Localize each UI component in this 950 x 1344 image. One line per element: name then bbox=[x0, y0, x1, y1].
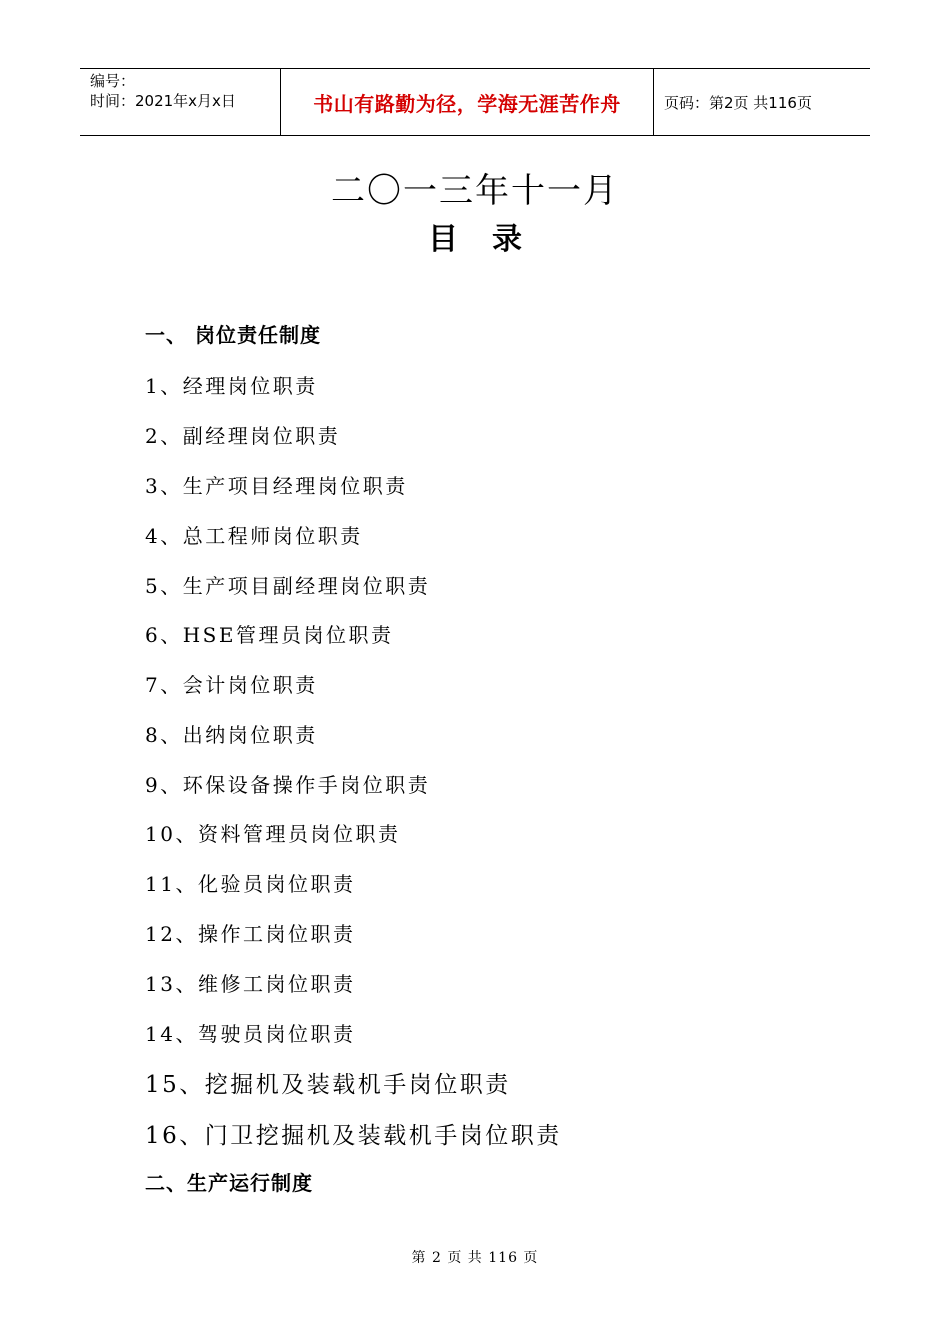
toc-section-1[interactable]: 一、 岗位责任制度 bbox=[145, 323, 321, 347]
toc-item[interactable]: 12、操作工岗位职责 bbox=[145, 922, 356, 946]
toc-item[interactable]: 5、生产项目副经理岗位职责 bbox=[145, 574, 431, 598]
toc-item[interactable]: 1、经理岗位职责 bbox=[145, 374, 318, 398]
toc-item[interactable]: 14、驾驶员岗位职责 bbox=[145, 1022, 356, 1046]
toc-item[interactable]: 2、副经理岗位职责 bbox=[145, 424, 341, 448]
toc-item[interactable]: 13、维修工岗位职责 bbox=[145, 972, 356, 996]
header-page-cell bbox=[654, 69, 870, 135]
toc-item[interactable]: 10、资料管理员岗位职责 bbox=[145, 822, 401, 846]
page-info: 页码：第2页 共116页 bbox=[664, 93, 812, 112]
toc-item[interactable]: 7、会计岗位职责 bbox=[145, 673, 318, 697]
toc-item[interactable]: 6、HSE管理员岗位职责 bbox=[145, 623, 394, 647]
toc-item[interactable]: 9、环保设备操作手岗位职责 bbox=[145, 773, 431, 797]
date-title: 二〇一三年十一月 bbox=[331, 171, 619, 211]
page-header bbox=[80, 68, 870, 136]
toc-item[interactable]: 4、总工程师岗位职责 bbox=[145, 524, 363, 548]
header-meta bbox=[80, 69, 281, 135]
toc-item[interactable]: 15、挖掘机及装载机手岗位职责 bbox=[145, 1072, 511, 1098]
toc-item[interactable]: 3、生产项目经理岗位职责 bbox=[145, 474, 408, 498]
time-label: 时间：2021年x月x日 bbox=[90, 92, 236, 110]
page-footer: 第 2 页 共 116 页 bbox=[411, 1250, 539, 1266]
toc-item[interactable]: 16、门卫挖掘机及装载机手岗位职责 bbox=[145, 1123, 562, 1149]
header-motto-cell bbox=[281, 69, 654, 135]
toc-item[interactable]: 8、出纳岗位职责 bbox=[145, 723, 318, 747]
toc-title: 目录 bbox=[428, 222, 556, 257]
number-label: 编号： bbox=[90, 72, 136, 90]
toc-section-2[interactable]: 二、生产运行制度 bbox=[145, 1171, 313, 1195]
toc-item[interactable]: 11、化验员岗位职责 bbox=[145, 872, 356, 896]
motto-text: 书山有路勤为径，学海无涯苦作舟 bbox=[313, 91, 621, 116]
